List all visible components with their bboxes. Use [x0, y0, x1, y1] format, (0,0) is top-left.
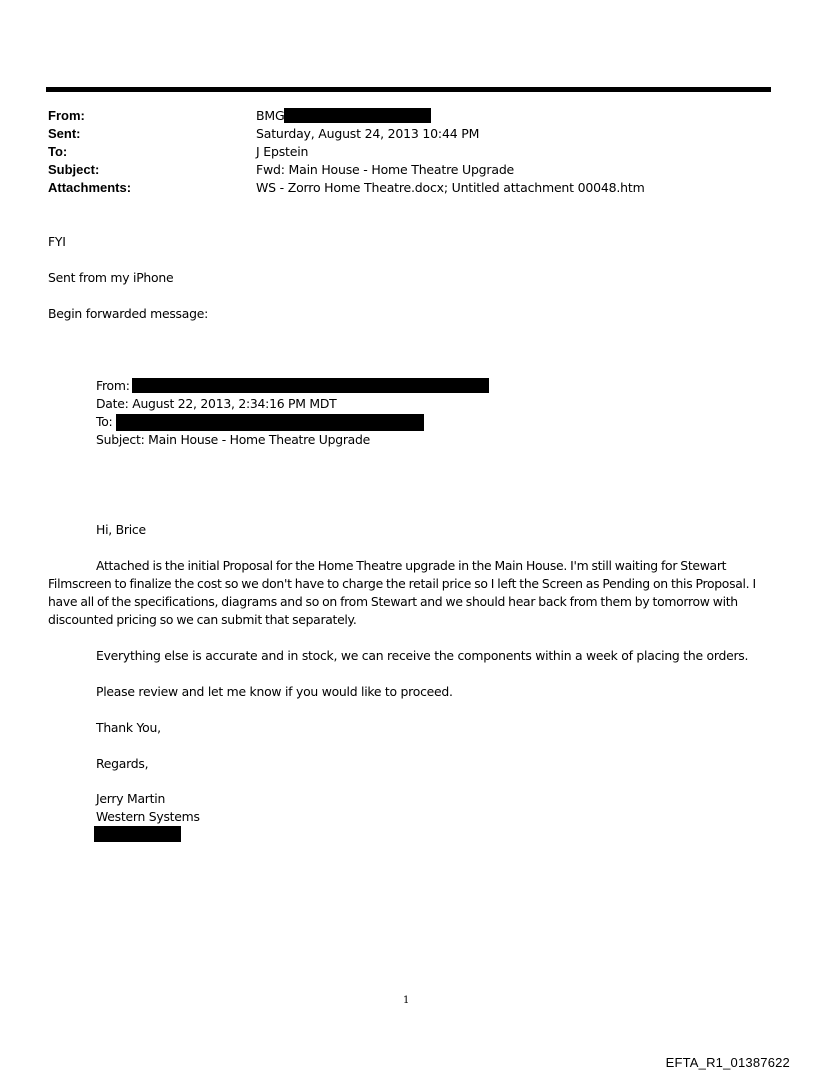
attachments-label: Attachments: — [48, 180, 132, 195]
subject-value: Fwd: Main House - Home Theatre Upgrade — [256, 162, 515, 177]
redaction-box — [284, 108, 431, 123]
fwd-subject-line: Subject: Main House - Home Theatre Upgrade — [96, 432, 371, 447]
paragraph-stock: Everything else is accurate and in stock, we can receive the components within a week of placing the orders. — [96, 648, 749, 663]
fyi-text: FYI — [48, 234, 66, 249]
fwd-to-label: To: — [96, 414, 113, 429]
page-number: 1 — [403, 995, 410, 1006]
fwd-date-line: Date: August 22, 2013, 2:34:16 PM MDT — [96, 396, 337, 411]
document-id: EFTA_R1_01387622 — [665, 1055, 790, 1070]
subject-label: Subject: — [48, 162, 100, 177]
to-value: J Epstein — [256, 144, 309, 159]
from-value: BMG — [256, 108, 285, 123]
closing-thanks: Thank You, — [96, 720, 161, 735]
sent-value: Saturday, August 24, 2013 10:44 PM — [256, 126, 480, 141]
sent-label: Sent: — [48, 126, 81, 141]
paragraph-proposal: Attached is the initial Proposal for the Home Theatre upgrade in the Main House. I'm still waiting for Stewart Filmscreen to finalize the cost so we don't have to charge the retail price so I left the Screen as Pending on this Proposal. I have all of the specifications, diagrams and so on from Stewart and we should hear back from them by tomorrow with discounted pricing so we can submit that separately. — [48, 558, 756, 627]
paragraph-review: Please review and let me know if you would like to proceed. — [96, 684, 453, 699]
redaction-box — [94, 826, 181, 842]
closing-regards: Regards, — [96, 756, 149, 771]
header-divider — [46, 87, 771, 92]
signature-name: Jerry Martin — [96, 791, 166, 806]
fwd-from-label: From: — [96, 378, 130, 393]
redaction-box — [132, 378, 489, 393]
redaction-box — [116, 414, 424, 431]
attachments-value: WS - Zorro Home Theatre.docx; Untitled attachment 00048.htm — [256, 180, 645, 195]
signature-company: Western Systems — [96, 809, 200, 824]
to-label: To: — [48, 144, 68, 159]
sent-from-text: Sent from my iPhone — [48, 270, 174, 285]
greeting: Hi, Brice — [96, 522, 146, 537]
from-label: From: — [48, 108, 85, 123]
begin-forwarded-text: Begin forwarded message: — [48, 306, 209, 321]
